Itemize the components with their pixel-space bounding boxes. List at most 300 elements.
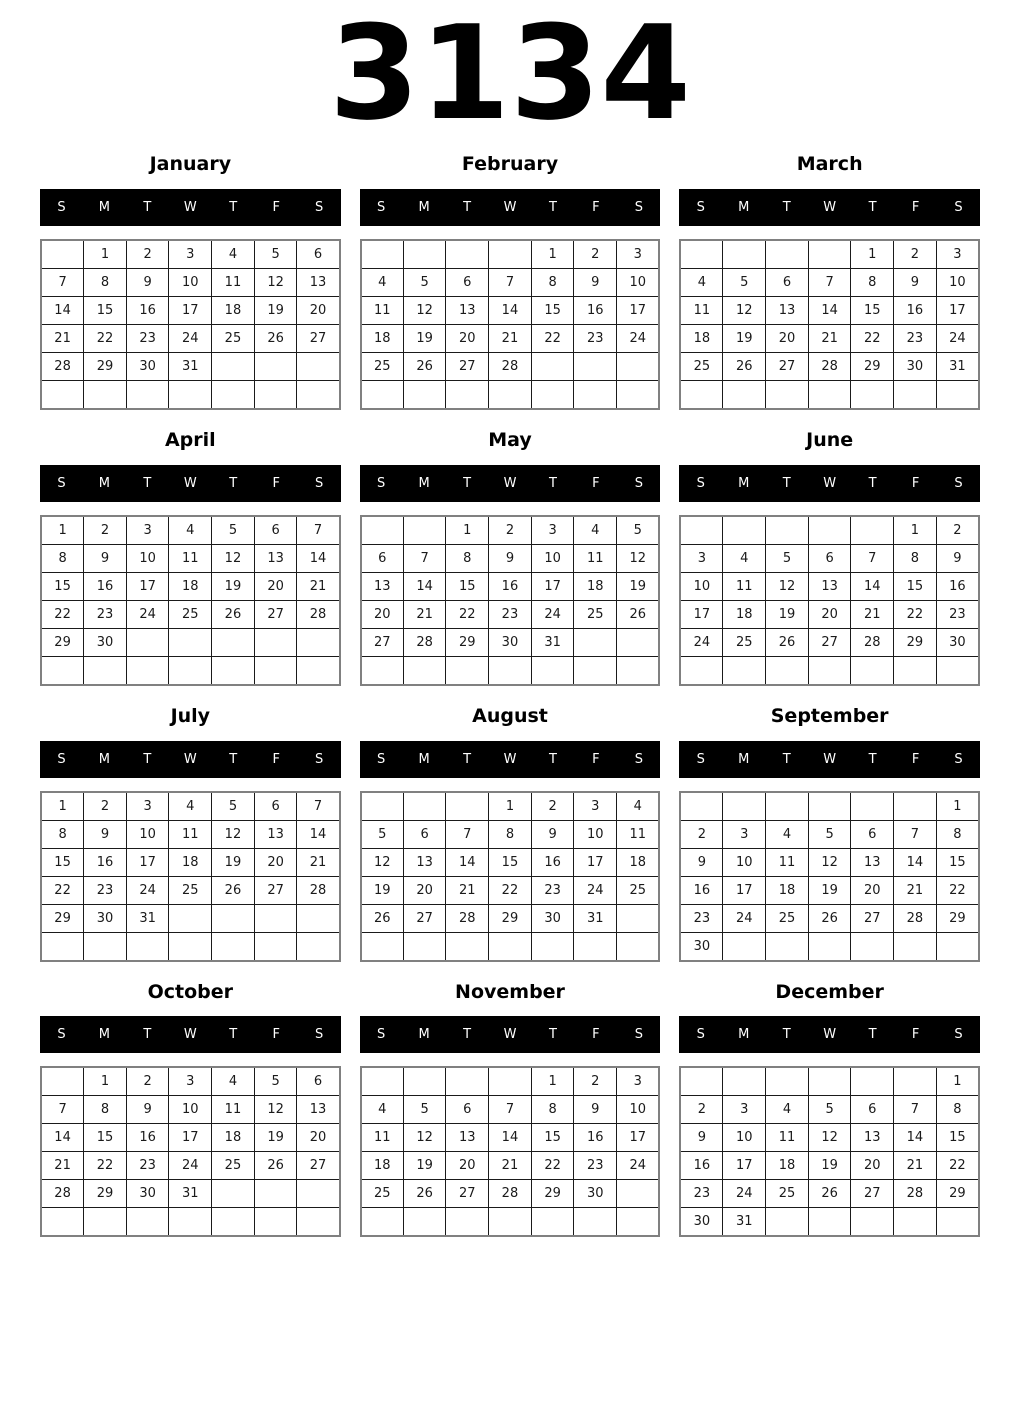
empty-day-cell [254,628,297,656]
empty-day-cell [808,1208,851,1237]
day-cell: 26 [617,600,660,628]
day-cell: 12 [723,296,766,324]
day-cell: 6 [808,544,851,572]
empty-day-cell [723,380,766,409]
weekday-label: M [418,1027,430,1043]
day-cell: 30 [894,352,937,380]
day-cell: 7 [851,544,894,572]
day-cell: 4 [680,268,723,296]
day-cell: 2 [936,516,979,545]
day-cell: 15 [936,848,979,876]
day-cell: 22 [41,876,84,904]
day-cell: 9 [936,544,979,572]
day-cell: 13 [403,848,446,876]
day-cell: 27 [254,876,297,904]
empty-day-cell [297,1208,340,1237]
week-row [41,324,340,352]
day-cell: 28 [297,876,340,904]
empty-day-cell [84,380,127,409]
empty-day-cell [723,240,766,269]
empty-day-cell [766,792,809,821]
empty-day-cell [531,656,574,685]
day-cell: 1 [41,516,84,545]
day-cell: 27 [361,628,404,656]
day-cell: 26 [212,876,255,904]
weekday-label: S [377,751,386,767]
weekday-label: M [738,1027,750,1043]
day-cell: 11 [617,820,660,848]
week-row [680,1067,979,1096]
empty-day-cell [297,656,340,685]
weekday-label: S [634,199,643,215]
empty-day-cell [169,904,212,932]
week-row [680,516,979,545]
day-cell: 17 [126,572,169,600]
empty-day-cell [41,932,84,961]
month-block [360,706,661,962]
week-row [361,1067,660,1096]
day-cell: 2 [680,1096,723,1124]
weekday-label: S [634,1027,643,1043]
date-grid [360,239,661,410]
day-cell: 23 [531,876,574,904]
empty-day-cell [723,656,766,685]
weekday-label: T [143,751,152,767]
day-cell: 7 [297,516,340,545]
week-row [41,380,340,409]
empty-day-cell [851,380,894,409]
weekday-label: W [823,751,837,767]
day-cell: 19 [723,324,766,352]
empty-day-cell [489,240,532,269]
weekday-label: T [782,475,791,491]
day-cell: 4 [169,792,212,821]
week-row [361,1180,660,1208]
week-row [680,820,979,848]
empty-day-cell [808,380,851,409]
day-cell: 27 [446,1180,489,1208]
empty-day-cell [403,240,446,269]
empty-day-cell [297,904,340,932]
weekday-label: T [229,751,238,767]
empty-day-cell [680,380,723,409]
day-cell: 25 [169,876,212,904]
day-cell: 25 [617,876,660,904]
day-cell: 26 [403,352,446,380]
month-block [360,430,661,686]
weekday-header-row [360,465,661,502]
day-cell: 24 [617,324,660,352]
day-cell: 4 [212,240,255,269]
month-block [40,706,341,962]
day-cell: 10 [936,268,979,296]
empty-day-cell [361,380,404,409]
day-cell: 13 [766,296,809,324]
week-row [41,904,340,932]
day-cell: 9 [680,848,723,876]
day-cell: 22 [446,600,489,628]
day-cell: 4 [574,516,617,545]
day-cell: 15 [41,572,84,600]
date-grid [679,791,980,962]
week-row [361,380,660,409]
day-cell: 28 [41,352,84,380]
week-row [41,628,340,656]
week-row [361,1152,660,1180]
day-cell: 13 [361,572,404,600]
day-cell: 20 [766,324,809,352]
week-row [361,932,660,961]
day-cell: 19 [403,1152,446,1180]
day-cell: 11 [169,820,212,848]
week-row [680,656,979,685]
day-cell: 18 [169,572,212,600]
day-cell: 21 [41,1152,84,1180]
weekday-header-row [360,189,661,226]
day-cell: 22 [489,876,532,904]
day-cell: 24 [723,904,766,932]
week-row [361,296,660,324]
weekday-label: W [183,1027,197,1043]
day-cell: 16 [126,1124,169,1152]
empty-day-cell [617,628,660,656]
empty-day-cell [446,380,489,409]
empty-day-cell [936,656,979,685]
day-cell: 16 [894,296,937,324]
weekday-label: S [315,199,324,215]
day-cell: 4 [361,1096,404,1124]
weekday-label: M [98,751,111,767]
empty-day-cell [403,792,446,821]
day-cell: 30 [84,904,127,932]
empty-day-cell [446,792,489,821]
day-cell: 11 [212,268,255,296]
date-grid [40,791,341,962]
weekday-label: S [377,475,386,491]
empty-day-cell [84,1208,127,1237]
day-cell: 3 [723,1096,766,1124]
day-cell: 15 [446,572,489,600]
day-cell: 4 [169,516,212,545]
weekday-label: F [272,199,280,215]
weekday-label: F [272,1027,280,1043]
month-title: August [472,704,548,727]
week-row [41,1096,340,1124]
day-cell: 8 [489,820,532,848]
day-cell: 5 [254,1067,297,1096]
weekday-label: S [954,751,963,767]
weekday-header-row [40,1016,341,1053]
day-cell: 25 [361,352,404,380]
weekday-label: F [911,199,920,215]
empty-day-cell [212,656,255,685]
day-cell: 30 [489,628,532,656]
day-cell: 5 [212,792,255,821]
date-grid [679,239,980,410]
empty-day-cell [297,1180,340,1208]
empty-day-cell [531,932,574,961]
day-cell: 1 [446,516,489,545]
day-cell: 14 [297,820,340,848]
day-cell: 19 [617,572,660,600]
day-cell: 22 [936,876,979,904]
day-cell: 28 [489,352,532,380]
day-cell: 10 [617,268,660,296]
empty-day-cell [489,1067,532,1096]
day-cell: 6 [297,240,340,269]
day-cell: 2 [574,1067,617,1096]
empty-day-cell [766,240,809,269]
day-cell: 15 [531,296,574,324]
weekday-label: W [503,1027,517,1043]
day-cell: 21 [894,1152,937,1180]
day-cell: 23 [126,324,169,352]
empty-day-cell [808,932,851,961]
day-cell: 1 [531,240,574,269]
day-cell: 16 [680,1152,723,1180]
empty-day-cell [617,380,660,409]
day-cell: 24 [723,1180,766,1208]
weekday-label: M [418,751,430,767]
day-cell: 3 [680,544,723,572]
day-cell: 10 [723,848,766,876]
empty-day-cell [808,656,851,685]
day-cell: 8 [936,1096,979,1124]
day-cell: 17 [723,876,766,904]
day-cell: 17 [617,1124,660,1152]
day-cell: 3 [531,516,574,545]
month-title: March [796,153,863,175]
week-row [41,656,340,685]
day-cell: 18 [680,324,723,352]
day-cell: 16 [574,296,617,324]
day-cell: 6 [766,268,809,296]
day-cell: 30 [936,628,979,656]
day-cell: 8 [84,268,127,296]
weekday-label: W [823,199,837,215]
day-cell: 4 [723,544,766,572]
weekday-label: T [463,475,472,491]
day-cell: 16 [574,1124,617,1152]
day-cell: 31 [723,1208,766,1237]
day-cell: 20 [361,600,404,628]
day-cell: 19 [808,1152,851,1180]
day-cell: 22 [41,600,84,628]
day-cell: 1 [936,1067,979,1096]
day-cell: 26 [254,324,297,352]
week-row [41,352,340,380]
empty-day-cell [403,1208,446,1237]
empty-day-cell [894,656,937,685]
week-row [361,792,660,821]
day-cell: 9 [574,268,617,296]
empty-day-cell [169,932,212,961]
day-cell: 7 [446,820,489,848]
weekday-label: M [98,199,111,215]
month-title: December [775,980,884,1003]
day-cell: 7 [894,820,937,848]
day-cell: 15 [936,1124,979,1152]
week-row [361,656,660,685]
weekday-header-row [679,465,980,502]
day-cell: 16 [531,848,574,876]
empty-day-cell [851,656,894,685]
empty-day-cell [723,516,766,545]
day-cell: 10 [531,544,574,572]
day-cell: 17 [169,1124,212,1152]
weekday-label: W [503,199,517,215]
day-cell: 18 [617,848,660,876]
day-cell: 18 [212,1124,255,1152]
day-cell: 28 [297,600,340,628]
day-cell: 21 [489,1152,532,1180]
week-row [41,848,340,876]
day-cell: 14 [41,1124,84,1152]
day-cell: 20 [254,572,297,600]
day-cell: 8 [894,544,937,572]
day-cell: 7 [41,1096,84,1124]
empty-day-cell [574,932,617,961]
day-cell: 22 [936,1152,979,1180]
day-cell: 28 [894,1180,937,1208]
months-grid [0,154,1020,1237]
day-cell: 7 [41,268,84,296]
day-cell: 5 [617,516,660,545]
day-cell: 18 [766,1152,809,1180]
day-cell: 29 [936,904,979,932]
day-cell: 2 [894,240,937,269]
empty-day-cell [361,656,404,685]
weekday-label: S [634,751,643,767]
day-cell: 15 [84,296,127,324]
day-cell: 28 [894,904,937,932]
weekday-label: T [548,1027,557,1043]
empty-day-cell [936,932,979,961]
day-cell: 21 [808,324,851,352]
empty-day-cell [169,628,212,656]
day-cell: 27 [403,904,446,932]
empty-day-cell [84,932,127,961]
day-cell: 26 [723,352,766,380]
empty-day-cell [617,932,660,961]
month-block [679,430,980,686]
day-cell: 31 [169,1180,212,1208]
empty-day-cell [361,932,404,961]
day-cell: 25 [361,1180,404,1208]
day-cell: 3 [126,516,169,545]
weekday-label: M [418,199,430,215]
month-title: September [770,704,889,727]
weekday-label: T [229,199,238,215]
empty-day-cell [403,380,446,409]
empty-day-cell [766,1067,809,1096]
month-title: June [806,428,854,451]
day-cell: 2 [680,820,723,848]
weekday-label: M [738,199,750,215]
empty-day-cell [403,656,446,685]
day-cell: 29 [851,352,894,380]
day-cell: 20 [446,324,489,352]
week-row [41,820,340,848]
day-cell: 14 [489,1124,532,1152]
weekday-label: S [696,1027,705,1043]
day-cell: 10 [574,820,617,848]
week-row [680,380,979,409]
weekday-label: M [738,751,750,767]
week-row [41,1180,340,1208]
month-title: April [164,428,216,451]
month-block [360,154,661,410]
week-row [41,1152,340,1180]
day-cell: 12 [361,848,404,876]
week-row [680,240,979,269]
day-cell: 23 [84,600,127,628]
day-cell: 26 [361,904,404,932]
day-cell: 12 [403,296,446,324]
day-cell: 10 [723,1124,766,1152]
empty-day-cell [361,792,404,821]
empty-day-cell [212,380,255,409]
day-cell: 9 [489,544,532,572]
empty-day-cell [212,352,255,380]
empty-day-cell [851,1208,894,1237]
empty-day-cell [361,1208,404,1237]
empty-day-cell [617,1208,660,1237]
day-cell: 15 [84,1124,127,1152]
day-cell: 1 [851,240,894,269]
day-cell: 12 [766,572,809,600]
empty-day-cell [936,1208,979,1237]
week-row [361,848,660,876]
day-cell: 23 [126,1152,169,1180]
day-cell: 18 [723,600,766,628]
weekday-label: T [229,1027,238,1043]
weekday-label: S [634,475,643,491]
date-grid [40,515,341,686]
day-cell: 5 [403,1096,446,1124]
week-row [361,572,660,600]
day-cell: 25 [680,352,723,380]
empty-day-cell [680,656,723,685]
day-cell: 23 [680,1180,723,1208]
week-row [361,876,660,904]
day-cell: 23 [84,876,127,904]
day-cell: 24 [126,876,169,904]
empty-day-cell [254,1208,297,1237]
empty-day-cell [169,1208,212,1237]
day-cell: 2 [84,516,127,545]
day-cell: 14 [894,1124,937,1152]
day-cell: 5 [808,1096,851,1124]
empty-day-cell [126,628,169,656]
week-row [361,1208,660,1237]
day-cell: 16 [126,296,169,324]
day-cell: 5 [212,516,255,545]
weekday-header-row [40,741,341,778]
day-cell: 21 [446,876,489,904]
weekday-label: T [548,199,557,215]
day-cell: 27 [766,352,809,380]
day-cell: 15 [489,848,532,876]
day-cell: 14 [851,572,894,600]
day-cell: 7 [489,268,532,296]
weekday-label: T [782,199,791,215]
day-cell: 17 [574,848,617,876]
day-cell: 11 [574,544,617,572]
weekday-label: T [868,475,877,491]
weekday-header-row [40,189,341,226]
empty-day-cell [126,1208,169,1237]
